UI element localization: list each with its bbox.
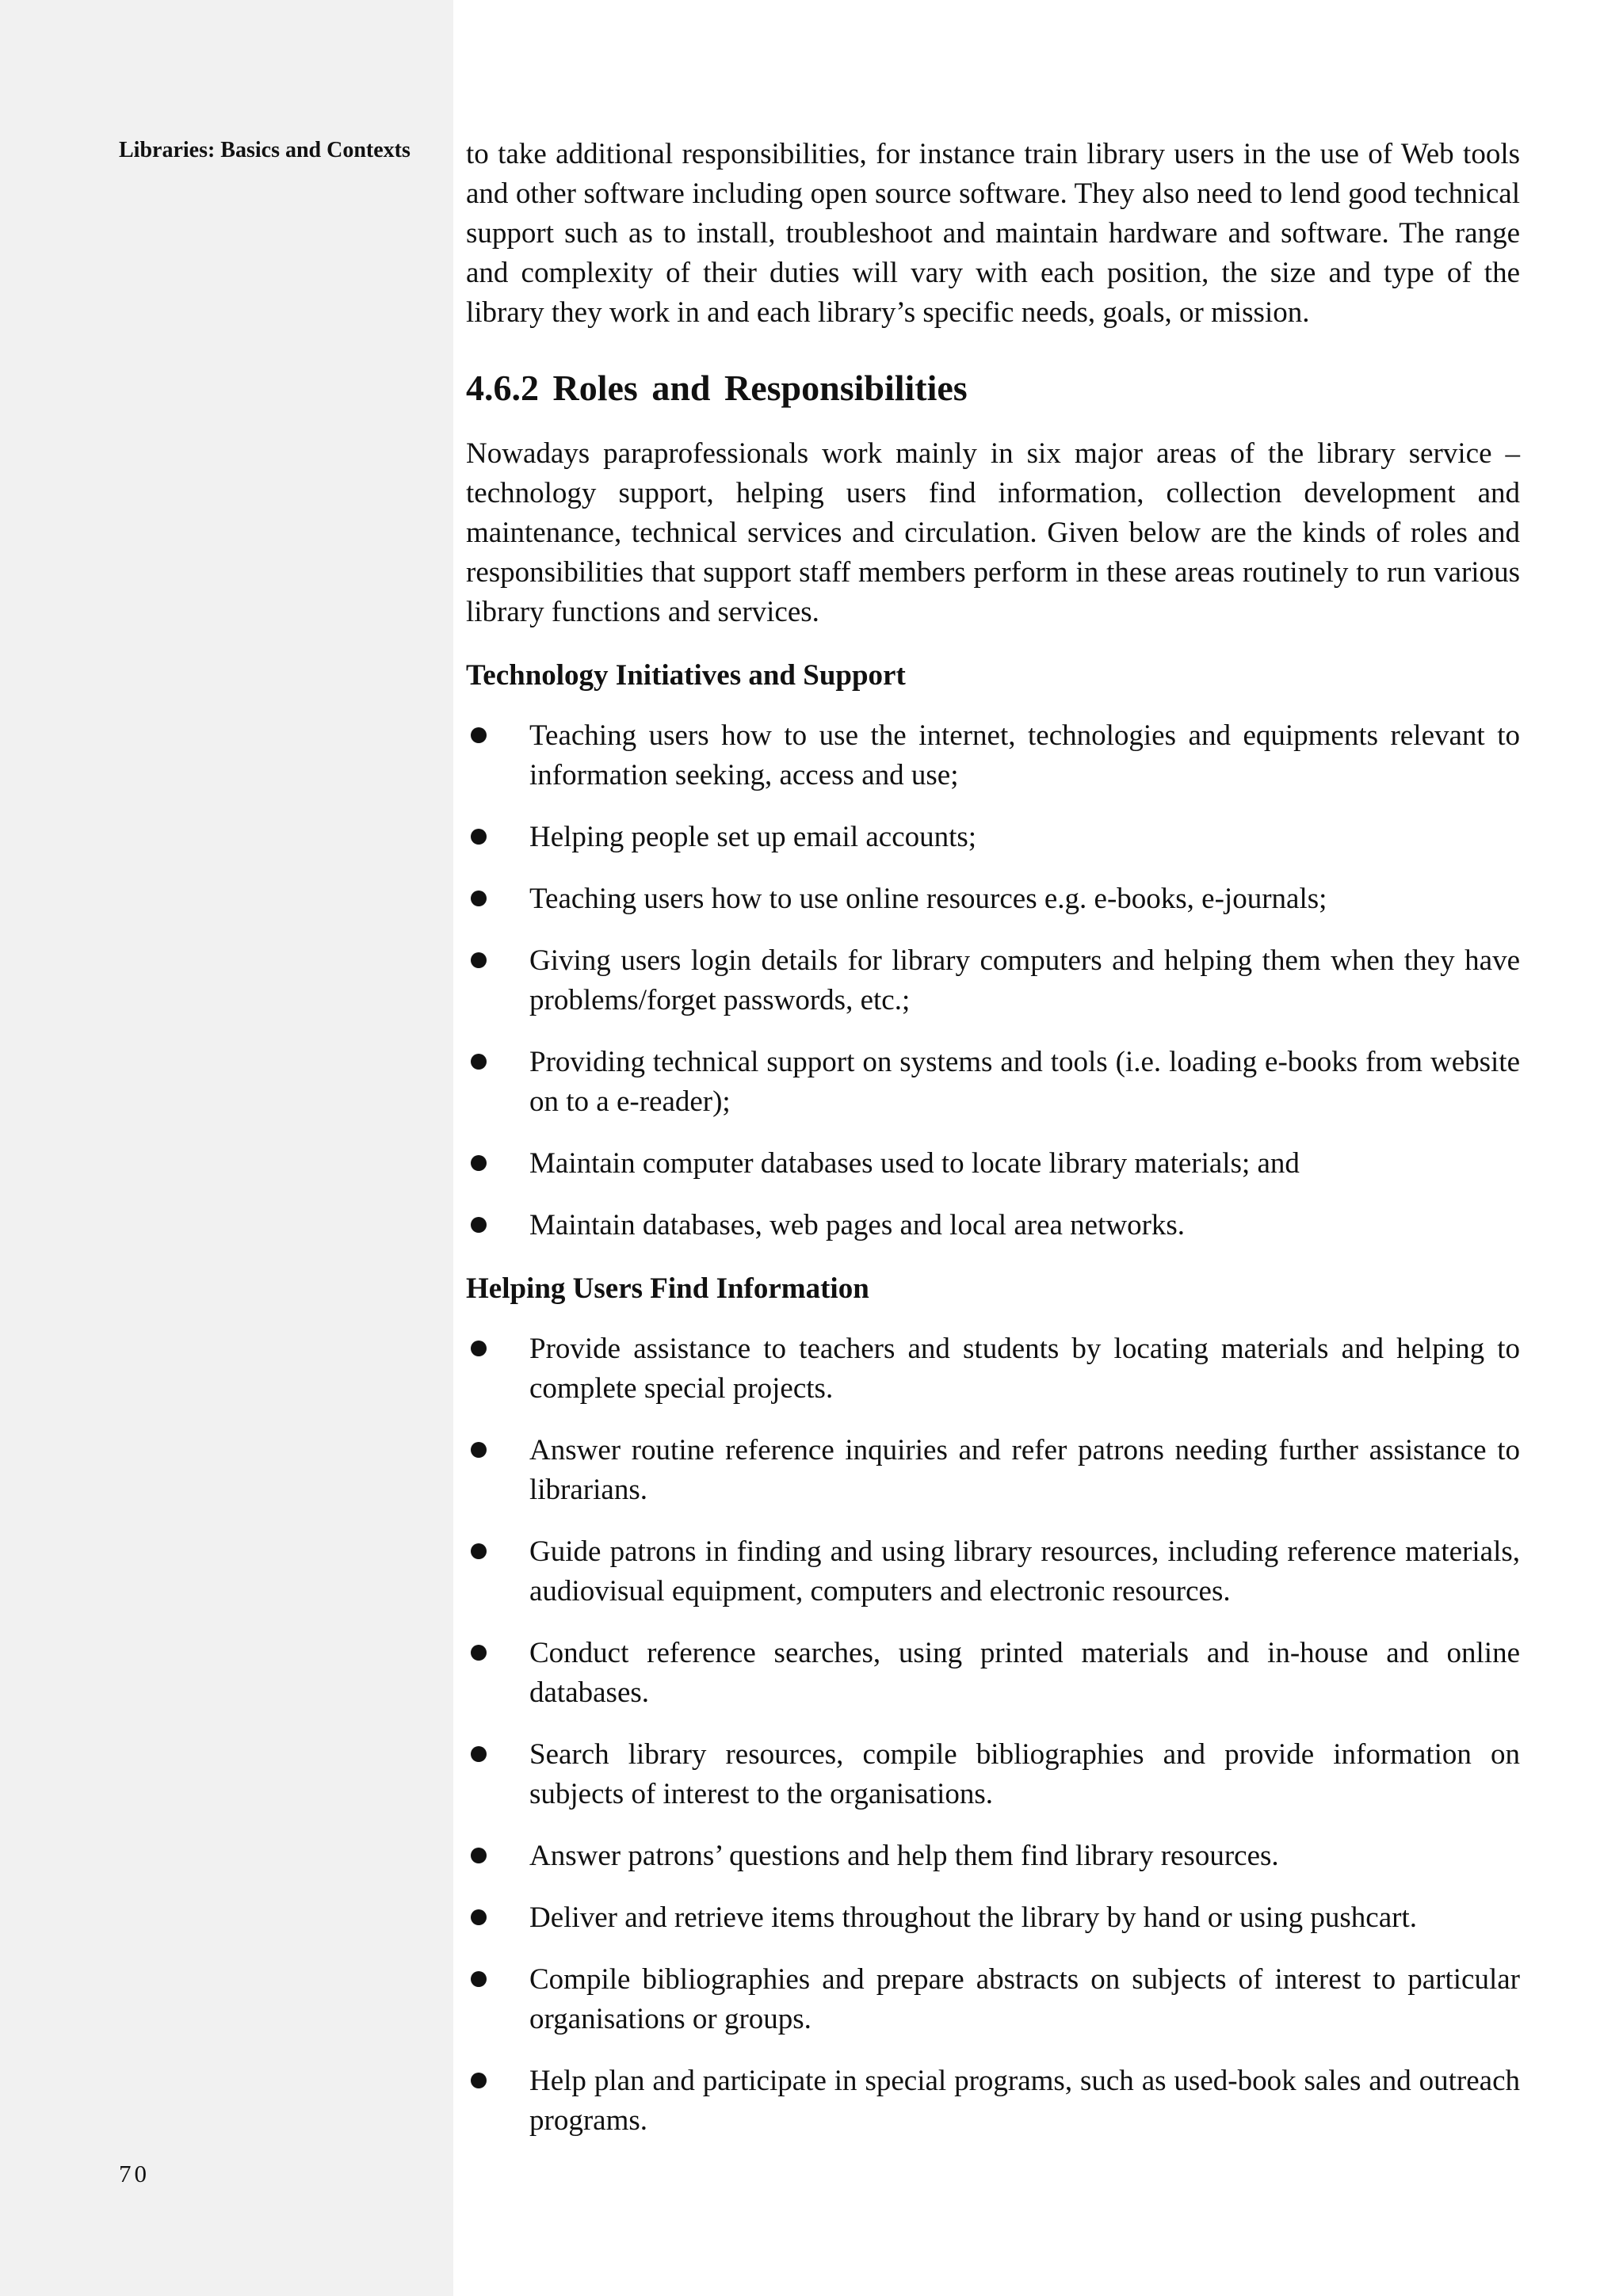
section-title: 4.6.2 Roles and Responsibilities	[466, 368, 968, 408]
section-intro-paragraph: Nowadays paraprofessionals work mainly in six major areas of the library service – technology support, helping users find information, collection development and maintenance, technical services and circulation. Given below are the kinds of roles and responsibilities that support staff members perform in these areas routinely to run various library functions and services.	[466, 437, 1520, 628]
bullet-icon	[471, 1848, 487, 1863]
intro-paragraph: to take additional responsibilities, for instance train library users in the use of Web tools and other software including open source software. They also need to lend good technical support such as to install, troubleshoot and maintain hardware and software. The range and complexity of their duties will vary with each position, the size and type of the library they work in and each library’s specific needs, goals, or mission.	[466, 138, 1520, 329]
bullet-item	[466, 1836, 1520, 1876]
bullet-item	[466, 1532, 1520, 1611]
bullet-icon	[471, 1543, 487, 1559]
bullet-text: Maintain databases, web pages and local area networks.	[529, 1209, 1186, 1241]
bullet-text: Teaching users how to use online resources e.g. e-books, e-journals;	[529, 883, 1327, 915]
bullet-list	[466, 1329, 1520, 2141]
main-content	[466, 135, 1520, 2163]
bullet-text: Search library resources, compile bibliographies and provide information on subjects of interest to the organisations.	[529, 1738, 1520, 1810]
bullet-item	[466, 1043, 1520, 1122]
bullet-item	[466, 1960, 1520, 2039]
running-head: Libraries: Basics and Contexts	[119, 138, 411, 162]
bullet-item	[466, 1735, 1520, 1814]
bullet-item	[466, 1144, 1520, 1184]
margin-column	[0, 0, 453, 2296]
group-helping-users	[466, 1269, 1520, 2141]
bullet-icon	[471, 1442, 487, 1458]
bullet-icon	[471, 829, 487, 845]
bullet-text: Helping people set up email accounts;	[529, 821, 977, 853]
bullet-text: Providing technical support on systems and tools (i.e. loading e-books from website on to a e-reader);	[529, 1046, 1520, 1118]
bullet-item	[466, 1329, 1520, 1409]
bullet-icon	[471, 2073, 487, 2088]
bullet-icon	[471, 1909, 487, 1925]
bullet-item	[466, 1206, 1520, 1245]
bullet-icon	[471, 1341, 487, 1356]
bullet-text: Teaching users how to use the internet, technologies and equipments relevant to information seeking, access and use;	[529, 719, 1520, 791]
bullet-text: Guide patrons in finding and using library resources, including reference materials, audiovisual equipment, computers and electronic resources.	[529, 1535, 1520, 1608]
bullet-icon	[471, 1645, 487, 1661]
bullet-icon	[471, 891, 487, 906]
bullet-item	[466, 716, 1520, 795]
bullet-item	[466, 879, 1520, 919]
bullet-text: Help plan and participate in special programs, such as used-book sales and outreach programs.	[529, 2065, 1520, 2137]
bullet-icon	[471, 1155, 487, 1171]
bullet-item	[466, 1634, 1520, 1713]
bullet-list	[466, 716, 1520, 1245]
group-heading: Helping Users Find Information	[466, 1272, 869, 1305]
bullet-icon	[471, 1971, 487, 1987]
bullet-item	[466, 818, 1520, 857]
group-technology-support	[466, 656, 1520, 1245]
bullet-icon	[471, 1217, 487, 1233]
page-number: 70	[119, 2160, 150, 2187]
bullet-text: Provide assistance to teachers and students by locating materials and helping to complete special projects.	[529, 1333, 1520, 1405]
bullet-text: Compile bibliographies and prepare abstracts on subjects of interest to particular organisations or groups.	[529, 1963, 1520, 2035]
bullet-icon	[471, 727, 487, 743]
bullet-text: Conduct reference searches, using printed materials and in-house and online databases.	[529, 1637, 1520, 1709]
bullet-item	[466, 941, 1520, 1020]
bullet-item	[466, 1431, 1520, 1510]
bullet-icon	[471, 1746, 487, 1762]
bullet-icon	[471, 1054, 487, 1070]
bullet-item	[466, 2061, 1520, 2141]
bullet-text: Answer patrons’ questions and help them find library resources.	[529, 1840, 1279, 1872]
bullet-text: Answer routine reference inquiries and refer patrons needing further assistance to librarians.	[529, 1434, 1520, 1506]
bullet-icon	[471, 952, 487, 968]
bullet-text: Deliver and retrieve items throughout the library by hand or using pushcart.	[529, 1901, 1417, 1934]
group-heading: Technology Initiatives and Support	[466, 659, 906, 692]
bullet-item	[466, 1898, 1520, 1938]
bullet-text: Maintain computer databases used to locate library materials; and	[529, 1147, 1300, 1180]
bullet-text: Giving users login details for library computers and helping them when they have problems/forget passwords, etc.;	[529, 944, 1520, 1016]
